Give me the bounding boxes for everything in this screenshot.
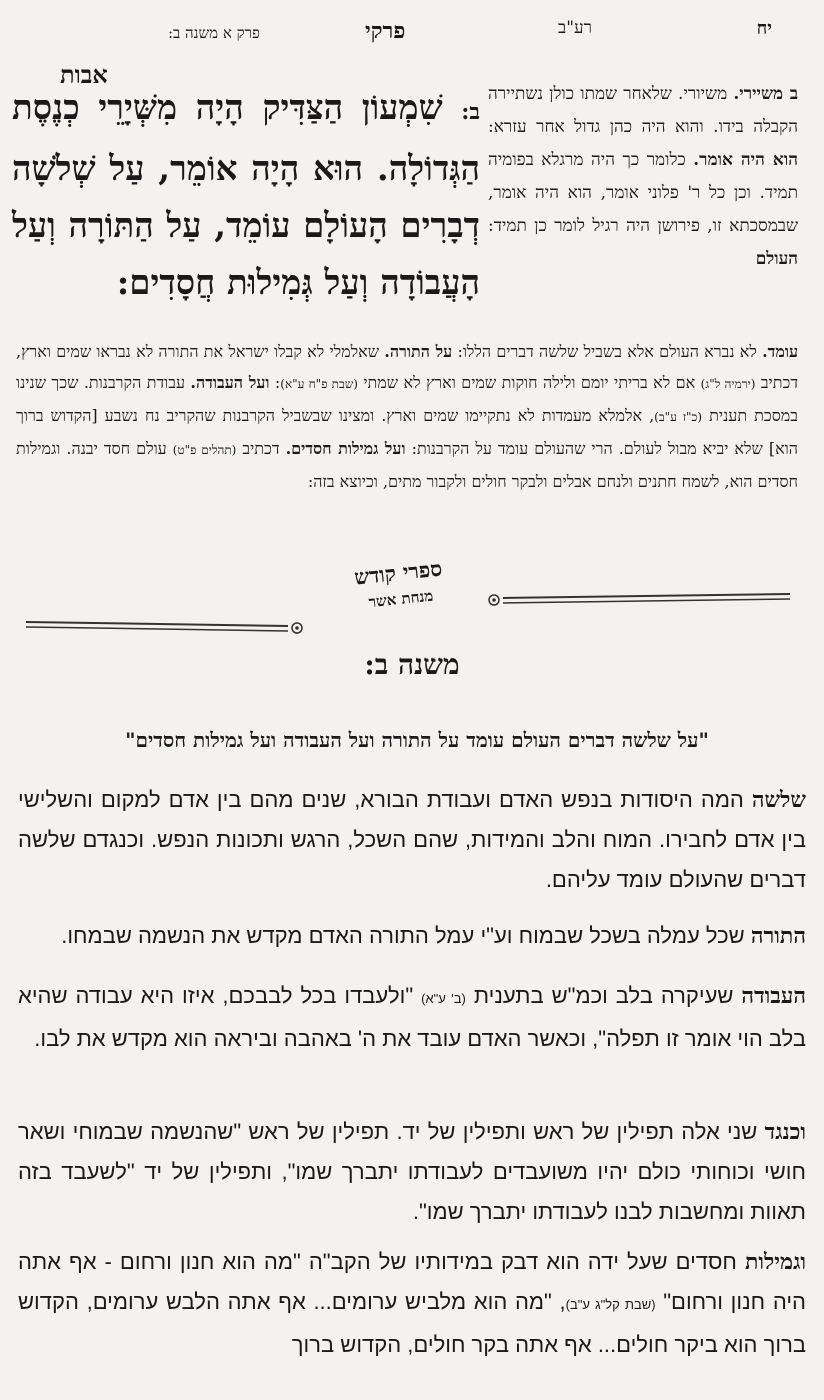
mishna-quote: "על שלשה דברים העולם עומד על התורה ועל העבודה ועל גמילות חסדים" xyxy=(125,728,709,752)
paragraph-keyword: שלשה xyxy=(751,787,806,813)
commentary-text: אם לא בריתי יומם ולילה חוקות שמים וארץ לא שמתי xyxy=(363,373,696,392)
bartenura-commentary-full xyxy=(16,336,798,497)
commentary-text: כלומר כך היה מרגלא בפומיה תמיד. וכן כל ר' פלוני אומר, הוא היה אומר, שבמסכתא זו, פירושן היה רגיל לומר כן תמיד: xyxy=(488,150,798,236)
commentary-text: שאלמלי לא קבלו ישראל את התורה לא נבראו שמים וארץ, דכתיב xyxy=(16,342,799,392)
paragraph-keyword: וכנגד xyxy=(764,1119,806,1145)
commentary-heading: עומד. xyxy=(762,342,799,361)
paragraph-text: שעיקרה בלב וכמ"ש בתענית xyxy=(465,983,742,1008)
commentary-punct: : xyxy=(274,373,281,392)
citation: (ירמיה ל"ג) xyxy=(700,377,756,391)
paragraph-text: המה היסודות בנפש האדם ועבודת הבורא, שנים מהם בין אדם למקום והשלישי בין אדם לחבירו. המוח והלב והמידות, שהם השכל, הרגש ותכונות הנפש. וכנגדם שלשה דברים שהעולם עומד עליהם. xyxy=(18,787,806,892)
commentary-heading: העולם xyxy=(755,249,798,269)
commentary-heading: ועל גמילות חסדים. xyxy=(285,439,406,458)
commentary-text: לא נברא העולם אלא בשביל שלשה דברים הללו: xyxy=(457,342,757,361)
paragraph-avoda xyxy=(18,976,806,1059)
stamp-line-1: ספרי קודש xyxy=(353,555,444,590)
citation: (תהלים פ"ט) xyxy=(172,443,237,457)
paragraph-keyword: וגמילות xyxy=(744,1249,806,1275)
citation: (שבת פ"ח ע"א) xyxy=(280,377,358,391)
running-head-chapter: פרקי xyxy=(365,18,406,44)
commentary-text: עולם חסד יבנה. וגמילות חסדים הוא, לשמח חתנים ולנחם אבלים ולבקר חולים ולקבור מתים, וכיוצא בזה: xyxy=(16,439,798,491)
citation: (שבת קל"ג ע"ב) xyxy=(565,1297,656,1312)
paragraph-gemilut-chasadim xyxy=(18,1242,806,1365)
folio-mark: רע"ב xyxy=(558,18,592,38)
page-number: יח xyxy=(756,18,772,39)
paragraph-text: , "מה הוא מלביש ערומים... אף אתה הלבש ערומים, הקדוש ברוך הוא ביקר חולים... אף אתה בקר חולים, הקדוש ברוך xyxy=(18,1289,806,1357)
paragraph-tefillin xyxy=(18,1112,806,1232)
section-title: משנה ב: xyxy=(364,648,460,681)
paragraph-text: "ולעבדו בכל לבבכם, איזו היא עבודה שהיא בלב הוי אומר זו תפלה", וכאשר האדם עובד את ה' באהבה וביראה הוא מקדש את לבו. xyxy=(18,983,806,1051)
paragraph-keyword: העבודה xyxy=(741,983,806,1009)
commentary-heading: הוא היה אומר. xyxy=(693,150,798,170)
mishna-text-main xyxy=(12,80,480,312)
paragraph-keyword: התורה xyxy=(750,923,806,949)
mishna-body: שִׁמְעוֹן הַצַּדִּיק הָיָה מִשְּׁיָרֵי כְנֶסֶת הַגְּדוֹלָה. הוּא הָיָה אוֹמֵר, עַל שְׁלֹשָׁה דְבָרִים הָעוֹלָם עוֹמֵד, עַל הַתּוֹרָה וְעַל הָעֲבוֹדָה וְעַל גְּמִילוּת חֲסָדִים: xyxy=(12,88,480,303)
commentary-text: משיורי. שלאחר שמתו כולן נשתיירה הקבלה בידו. והוא היה כהן גדול אחר עזרא: xyxy=(488,84,798,137)
paragraph-three-things xyxy=(18,780,806,900)
commentary-heading: ועל העבודה. xyxy=(190,373,270,392)
commentary-lead: ב משיירי. xyxy=(733,84,799,104)
mishna-label: ב: xyxy=(461,99,480,125)
commentary-heading: על התורה. xyxy=(384,342,453,361)
commentary-text: עבודת הקרבנות. שכך שנינו במסכת תענית xyxy=(16,373,799,425)
paragraph-torah xyxy=(18,916,806,956)
running-head-reference: פרק א משנה ב: xyxy=(168,24,260,42)
bartenura-commentary-top xyxy=(488,78,798,276)
paragraph-text: שני אלה תפילין של ראש ותפילין של יד. תפילין של ראש "שהנשמה שבמוחי ושאר חושי וכוחותי כולם יהיו משועבדים לעבודתו יתברך שמו", ותפילין של יד "לשעבד בזה תאוות ומחשבות לבנו לעבודתו יתברך שמו". xyxy=(18,1119,806,1224)
stamp-line-2: מנחת אשר xyxy=(367,586,435,612)
citation: (כ"ז ע"ב) xyxy=(654,410,703,424)
citation: (ב' ע"א) xyxy=(421,991,466,1006)
running-head-book: אבות xyxy=(60,60,108,89)
commentary-text: , אלמלא מעמדות לא נתקיימו שמים וארץ. ומצינו שבשביל הקרבנות שהקריב נח נשבע [הקדוש ברוך הוא] שלא יביא מבול לעולם. הרי שהעולם עומד על הקרבנות: xyxy=(16,406,798,458)
paragraph-text: שכל עמלה בשכל שבמוח וע"י עמל התורה האדם מקדש את הנשמה שבמחו. xyxy=(61,923,751,948)
commentary-text: דכתיב xyxy=(242,439,280,458)
paragraph-text: חסדים שעל ידה הוא דבק במידותיו של הקב"ה "מה הוא חנון ורחום - אף אתה היה חנון ורחום" xyxy=(18,1249,806,1314)
